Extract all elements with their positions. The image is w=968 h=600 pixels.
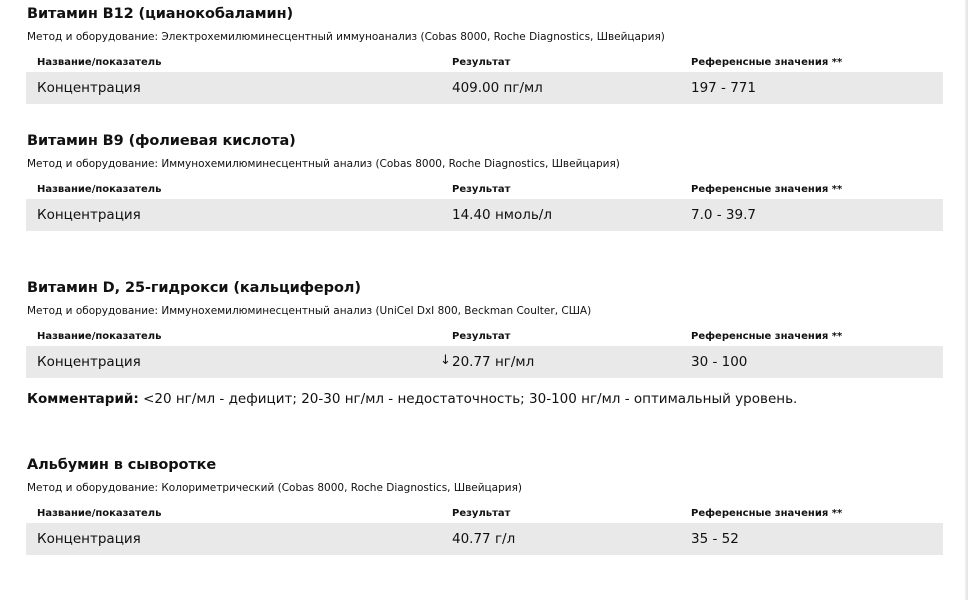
table-row	[26, 346, 943, 378]
table-row	[26, 199, 943, 231]
row-reference: 197 - 771	[691, 80, 756, 96]
header-reference: Референсные значения **	[691, 508, 843, 519]
test-title: Витамин B12 (цианокобаламин)	[27, 6, 294, 22]
row-result: 14.40 нмоль/л	[452, 207, 552, 223]
test-title: Витамин B9 (фолиевая кислота)	[27, 133, 296, 149]
test-title: Альбумин в сыворотке	[27, 457, 217, 473]
row-result: 20.77 нг/мл	[452, 354, 535, 370]
table-row	[26, 72, 943, 104]
row-result: 409.00 пг/мл	[452, 80, 543, 96]
header-reference: Референсные значения **	[691, 331, 843, 342]
header-result: Результат	[452, 508, 511, 519]
test-method: Метод и оборудование: Колориметрический (Cobas 8000, Roche Diagnostics, Швейцария)	[27, 482, 523, 494]
header-name: Название/показатель	[37, 57, 162, 68]
row-result: 40.77 г/л	[452, 531, 516, 547]
test-method: Метод и оборудование: Электрохемилюминесцентный иммуноанализ (Cobas 8000, Roche Diagnostics, Швейцария)	[27, 31, 665, 43]
row-name: Концентрация	[37, 207, 141, 223]
test-method: Метод и оборудование: Иммунохемилюминесцентный анализ (UniCel DxI 800, Beckman Coulter, США)	[27, 305, 592, 317]
header-result: Результат	[452, 331, 511, 342]
header-result: Результат	[452, 57, 511, 68]
table-header	[26, 331, 943, 345]
header-name: Название/показатель	[37, 331, 162, 342]
test-method: Метод и оборудование: Иммунохемилюминесцентный анализ (Cobas 8000, Roche Diagnostics, Швейцария)	[27, 158, 620, 170]
header-name: Название/показатель	[37, 184, 162, 195]
comment	[27, 391, 797, 407]
test-title: Витамин D, 25-гидрокси (кальциферол)	[27, 280, 361, 296]
table-row	[26, 523, 943, 555]
header-reference: Референсные значения **	[691, 184, 843, 195]
row-reference: 30 - 100	[691, 354, 748, 370]
comment-text: <20 нг/мл - дефицит; 20-30 нг/мл - недостаточность; 30-100 нг/мл - оптимальный уровень.	[138, 391, 798, 407]
row-reference: 7.0 - 39.7	[691, 207, 756, 223]
comment-label: Комментарий:	[27, 391, 139, 407]
table-header	[26, 184, 943, 198]
row-name: Концентрация	[37, 80, 141, 96]
row-name: Концентрация	[37, 531, 141, 547]
low-value-arrow-icon: ↓	[440, 353, 451, 368]
header-reference: Референсные значения **	[691, 57, 843, 68]
table-header	[26, 57, 943, 71]
table-header	[26, 508, 943, 522]
header-result: Результат	[452, 184, 511, 195]
row-reference: 35 - 52	[691, 531, 739, 547]
row-name: Концентрация	[37, 354, 141, 370]
header-name: Название/показатель	[37, 508, 162, 519]
